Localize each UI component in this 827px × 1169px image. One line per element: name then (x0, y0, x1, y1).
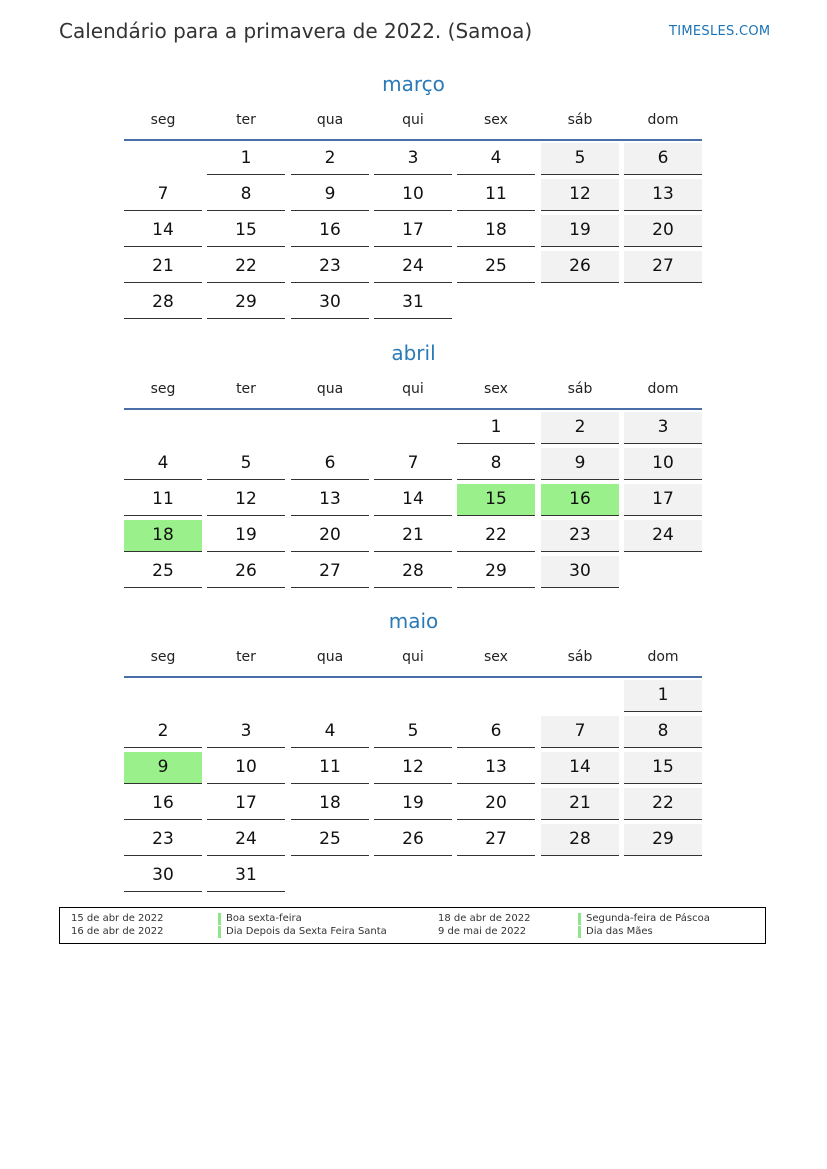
weekday-header: ter (236, 112, 256, 128)
day-cell: 22 (207, 251, 285, 283)
page-title: Calendário para a primavera de 2022. (Samoa) (59, 19, 533, 43)
legend-date: 15 de abr de 2022 (71, 913, 164, 924)
day-cell: 4 (457, 143, 535, 175)
day-cell: 23 (291, 251, 369, 283)
day-cell: 26 (374, 824, 452, 856)
day-cell: 13 (624, 179, 702, 211)
day-cell: 9 (541, 448, 619, 480)
holiday-day-cell: 9 (124, 752, 202, 784)
day-cell: 19 (374, 788, 452, 820)
weekday-header: sáb (567, 381, 593, 397)
day-cell: 31 (374, 287, 452, 319)
day-cell: 7 (541, 716, 619, 748)
legend-date: 18 de abr de 2022 (438, 913, 531, 924)
month-name: março (382, 72, 445, 96)
day-cell: 11 (291, 752, 369, 784)
legend-holiday: Boa sexta-feira (218, 913, 302, 925)
day-cell: 2 (124, 716, 202, 748)
day-cell: 30 (291, 287, 369, 319)
legend-holiday: Segunda-feira de Páscoa (578, 913, 710, 925)
day-cell: 31 (207, 860, 285, 892)
day-cell: 29 (624, 824, 702, 856)
day-cell: 23 (541, 520, 619, 552)
day-cell: 26 (207, 556, 285, 588)
day-cell: 2 (541, 412, 619, 444)
day-cell: 20 (624, 215, 702, 247)
day-cell: 8 (624, 716, 702, 748)
day-cell: 25 (457, 251, 535, 283)
day-cell: 1 (207, 143, 285, 175)
weekday-header: dom (647, 381, 679, 397)
day-cell: 5 (374, 716, 452, 748)
legend-holiday: Dia das Mães (578, 926, 653, 938)
day-cell: 30 (124, 860, 202, 892)
day-cell: 20 (457, 788, 535, 820)
day-cell: 18 (457, 215, 535, 247)
holiday-day-cell: 18 (124, 520, 202, 552)
weekday-header: seg (150, 381, 176, 397)
weekday-header: sex (484, 381, 508, 397)
day-cell: 24 (624, 520, 702, 552)
day-cell: 29 (457, 556, 535, 588)
day-cell: 27 (291, 556, 369, 588)
weekday-header: qui (402, 649, 424, 665)
day-cell: 17 (207, 788, 285, 820)
brand-link[interactable]: TIMESLES.COM (669, 24, 771, 39)
weekday-header: sáb (567, 649, 593, 665)
day-cell: 15 (207, 215, 285, 247)
legend-date: 9 de mai de 2022 (438, 926, 527, 937)
weekday-header: seg (150, 649, 176, 665)
day-cell: 22 (624, 788, 702, 820)
day-cell: 21 (374, 520, 452, 552)
day-cell: 24 (207, 824, 285, 856)
day-cell: 12 (541, 179, 619, 211)
weekday-header: dom (647, 112, 679, 128)
day-cell: 13 (291, 484, 369, 516)
day-cell: 4 (124, 448, 202, 480)
day-cell: 28 (374, 556, 452, 588)
day-cell: 17 (374, 215, 452, 247)
day-cell: 10 (207, 752, 285, 784)
month-name: abril (391, 341, 436, 365)
weekday-header: qua (316, 112, 344, 128)
header-rule (124, 676, 702, 678)
holiday-day-cell: 16 (541, 484, 619, 516)
day-cell: 3 (624, 412, 702, 444)
day-cell: 15 (624, 752, 702, 784)
day-cell: 14 (124, 215, 202, 247)
day-cell: 29 (207, 287, 285, 319)
day-cell: 28 (124, 287, 202, 319)
day-cell: 24 (374, 251, 452, 283)
day-cell: 18 (291, 788, 369, 820)
day-cell: 17 (624, 484, 702, 516)
day-cell: 13 (457, 752, 535, 784)
day-cell: 6 (457, 716, 535, 748)
day-cell: 6 (291, 448, 369, 480)
legend-holiday: Dia Depois da Sexta Feira Santa (218, 926, 387, 938)
day-cell: 14 (374, 484, 452, 516)
day-cell: 21 (541, 788, 619, 820)
day-cell: 27 (457, 824, 535, 856)
day-cell: 30 (541, 556, 619, 588)
day-cell: 19 (207, 520, 285, 552)
day-cell: 23 (124, 824, 202, 856)
day-cell: 19 (541, 215, 619, 247)
weekday-header: qua (316, 649, 344, 665)
weekday-header: sex (484, 649, 508, 665)
day-cell: 11 (124, 484, 202, 516)
holiday-legend (59, 907, 766, 944)
day-cell: 26 (541, 251, 619, 283)
day-cell: 28 (541, 824, 619, 856)
legend-date: 16 de abr de 2022 (71, 926, 164, 937)
month-name: maio (388, 609, 439, 633)
day-cell: 2 (291, 143, 369, 175)
day-cell: 16 (124, 788, 202, 820)
day-cell: 12 (374, 752, 452, 784)
day-cell: 16 (291, 215, 369, 247)
day-cell: 27 (624, 251, 702, 283)
day-cell: 10 (374, 179, 452, 211)
day-cell: 5 (207, 448, 285, 480)
day-cell: 10 (624, 448, 702, 480)
day-cell: 3 (374, 143, 452, 175)
weekday-header: seg (150, 112, 176, 128)
weekday-header: qua (316, 381, 344, 397)
day-cell: 5 (541, 143, 619, 175)
weekday-header: qui (402, 112, 424, 128)
day-cell: 12 (207, 484, 285, 516)
day-cell: 25 (291, 824, 369, 856)
day-cell: 4 (291, 716, 369, 748)
day-cell: 6 (624, 143, 702, 175)
day-cell: 14 (541, 752, 619, 784)
holiday-day-cell: 15 (457, 484, 535, 516)
day-cell: 1 (457, 412, 535, 444)
day-cell: 8 (207, 179, 285, 211)
day-cell: 11 (457, 179, 535, 211)
weekday-header: dom (647, 649, 679, 665)
weekday-header: ter (236, 649, 256, 665)
header-rule (124, 408, 702, 410)
day-cell: 7 (374, 448, 452, 480)
day-cell: 7 (124, 179, 202, 211)
weekday-header: ter (236, 381, 256, 397)
day-cell: 22 (457, 520, 535, 552)
day-cell: 1 (624, 680, 702, 712)
weekday-header: sex (484, 112, 508, 128)
day-cell: 20 (291, 520, 369, 552)
weekday-header: sáb (567, 112, 593, 128)
day-cell: 9 (291, 179, 369, 211)
weekday-header: qui (402, 381, 424, 397)
day-cell: 3 (207, 716, 285, 748)
day-cell: 8 (457, 448, 535, 480)
day-cell: 21 (124, 251, 202, 283)
day-cell: 25 (124, 556, 202, 588)
header-rule (124, 139, 702, 141)
